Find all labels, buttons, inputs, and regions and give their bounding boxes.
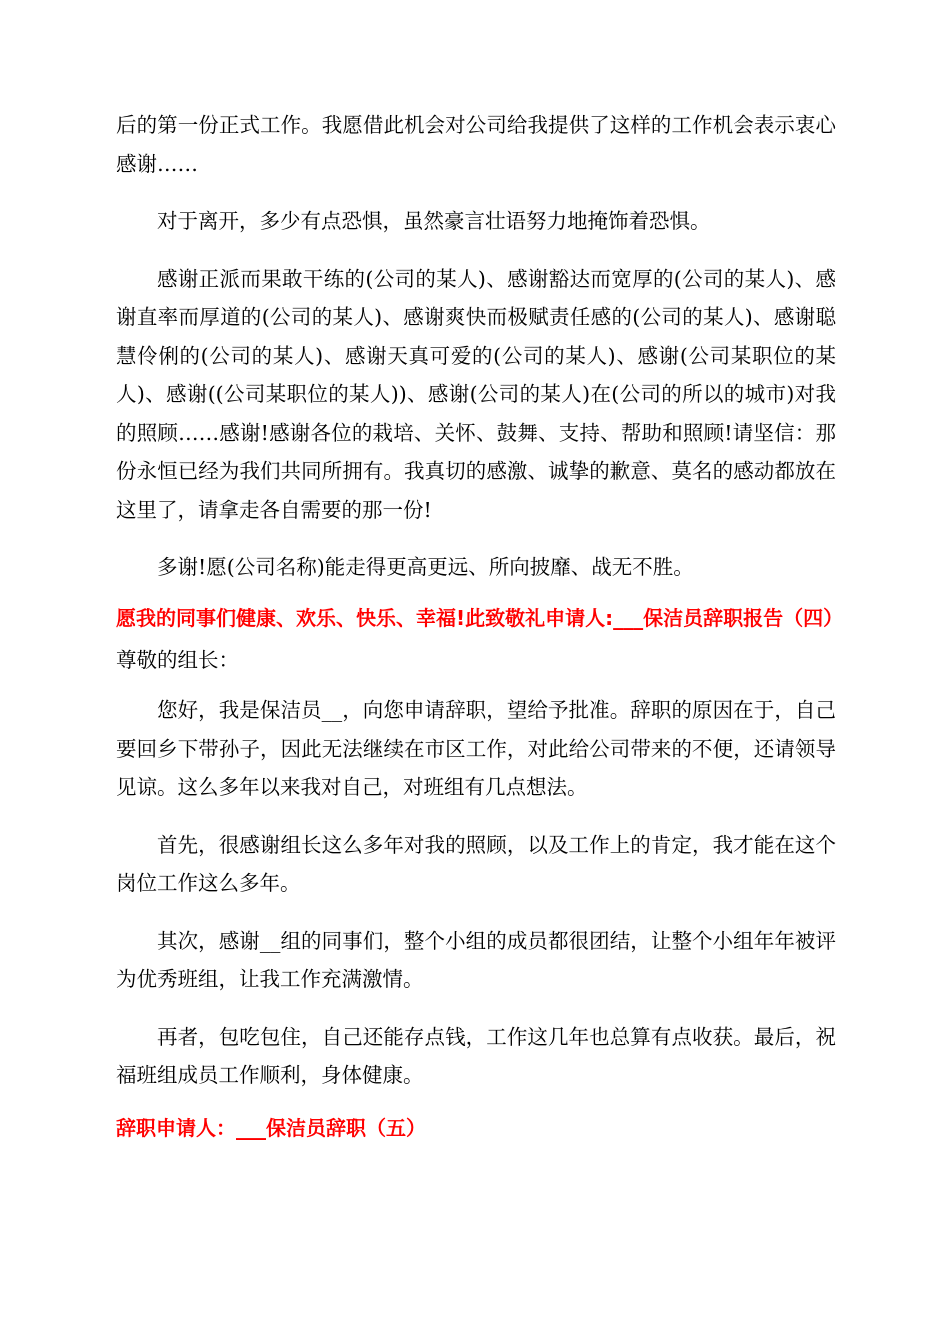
paragraph-thanks-team: 其次，感谢__组的同事们，整个小组的成员都很团结，让整个小组年年被评为优秀班组，让我工作充满激情。 [116, 928, 836, 991]
salutation: 尊敬的组长： [116, 647, 239, 672]
paragraph-continued-thanks: 后的第一份正式工作。我愿借此机会对公司给我提供了这样的工作机会表示衷心感谢…… [116, 113, 836, 176]
paragraph-closing-wishes: 再者，包吃包住，自己还能存点钱，工作这几年也总算有点收获。最后，祝福班组成员工作顺利，身体健康。 [116, 1024, 836, 1087]
paragraph-thanks-leader: 首先，很感谢组长这么多年对我的照顾，以及工作上的肯定，我才能在这个岗位工作这么多年。 [116, 832, 836, 895]
section-heading-five: 辞职申请人：___保洁员辞职（五） [116, 1115, 426, 1140]
paragraph-fear-of-leaving: 对于离开，多少有点恐惧，虽然豪言壮语努力地掩饰着恐惧。 [157, 209, 711, 233]
paragraph-wishes-company: 多谢!愿(公司名称)能走得更高更远、所向披靡、战无不胜。 [157, 555, 694, 579]
document-body [116, 106, 844, 1151]
paragraph-resignation-reason: 您好，我是保洁员__，向您申请辞职，望给予批准。辞职的原因在于，自己要回乡下带孙子，因此无法继续在市区工作，对此给公司带来的不便，还请领导见谅。这么多年以来我对自己，对班组有几点想法。 [116, 698, 836, 799]
section-heading-four: 愿我的同事们健康、欢乐、快乐、幸福!此致敬礼申请人:___保洁员辞职报告（四） [116, 605, 844, 630]
paragraph-thanks-colleagues: 感谢正派而果敢干练的(公司的某人)、感谢豁达而宽厚的(公司的某人)、感谢直率而厚道的(公司的某人)、感谢爽快而极赋责任感的(公司的某人)、感谢聪慧伶俐的(公司的某人)、感谢天真可爱的(公司的某人)、感谢(公司某职位的某人)、感谢((公司某职位的某人))、感谢(公司的某人)在(公司的所以的城市)对我的照顾……感谢!感谢各位的栽培、关怀、鼓舞、支持、帮助和照顾!请坚信：那份永恒已经为我们共同所拥有。我真切的感激、诚挚的歉意、莫名的感动都放在这里了，请拿走各自需要的那一份! [116, 266, 836, 522]
